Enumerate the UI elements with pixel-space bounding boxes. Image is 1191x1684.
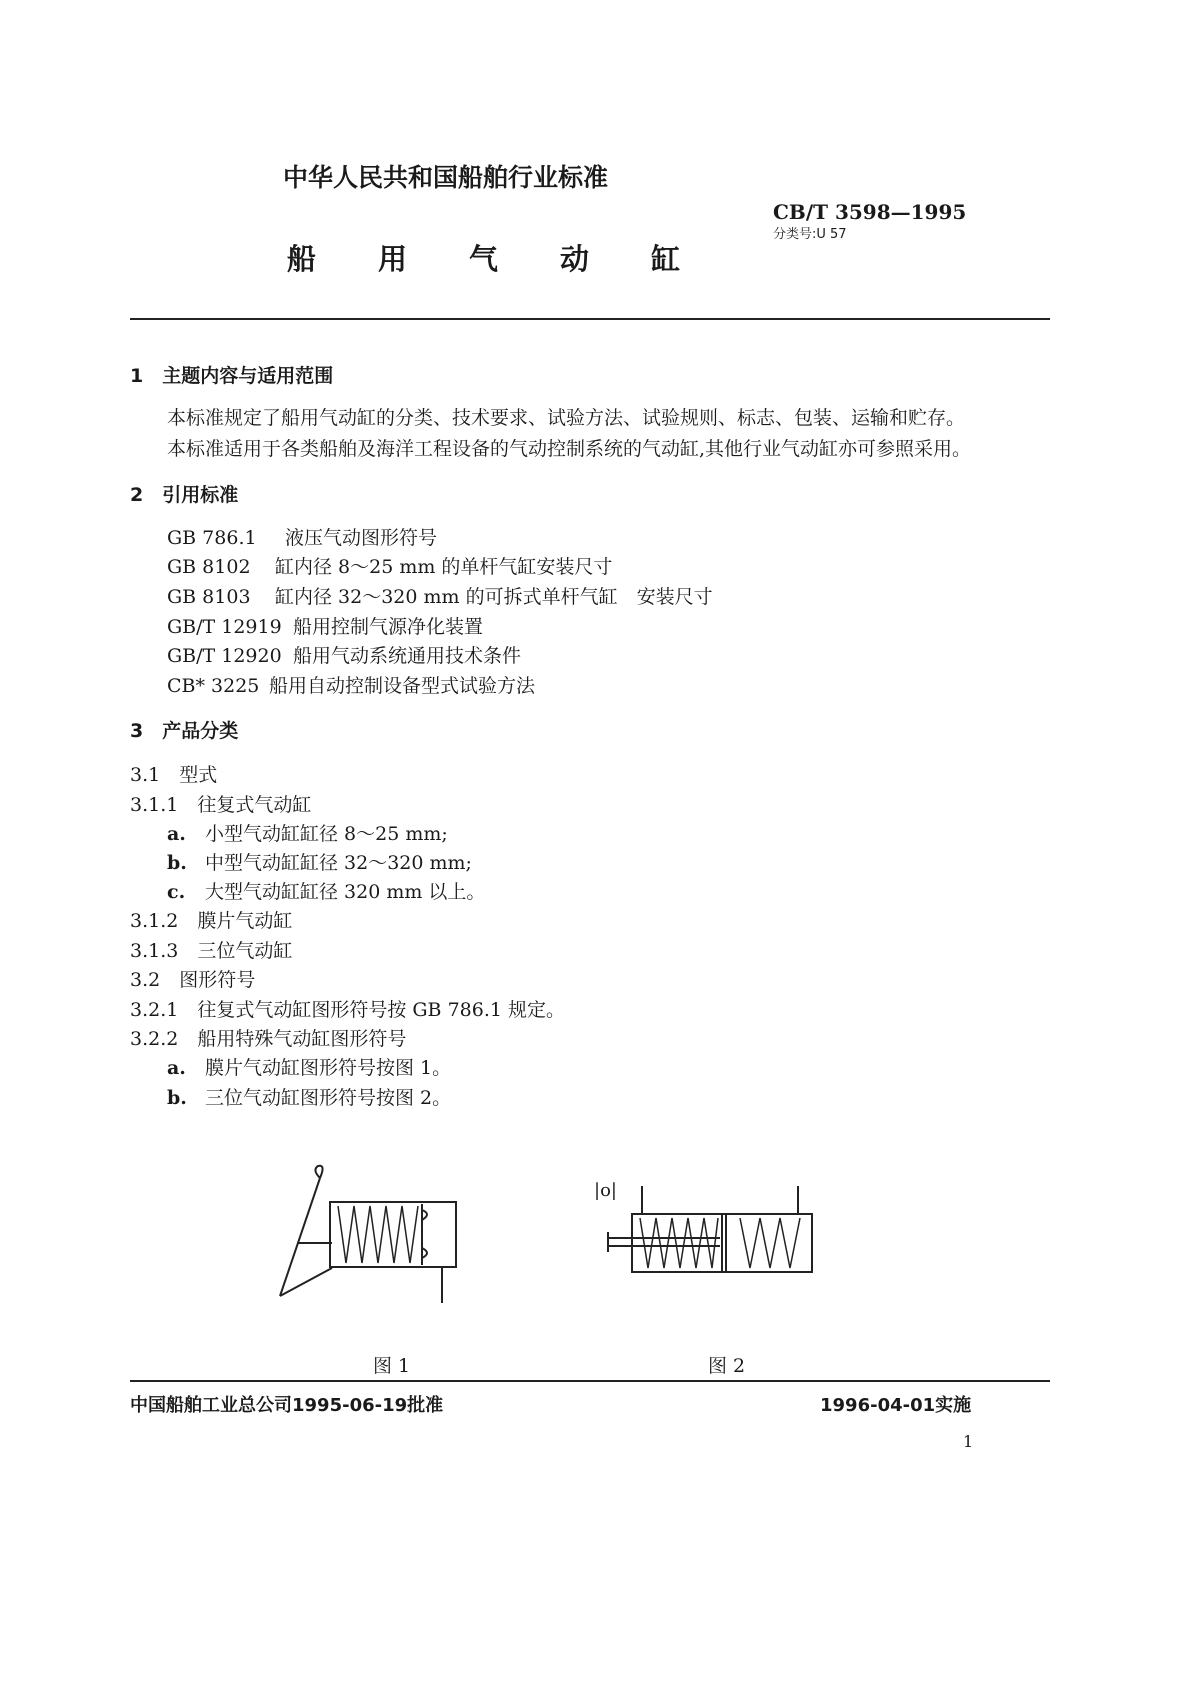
reference-item bbox=[167, 641, 521, 668]
clause-3-2-1: 3.2.1 往复式气动缸图形符号按 GB 786.1 规定。 bbox=[130, 999, 565, 1021]
list-item bbox=[167, 877, 485, 904]
classification-number: 分类号:U 57 bbox=[773, 227, 847, 242]
fig2-left-spring bbox=[640, 1218, 718, 1268]
fig1-spring bbox=[338, 1206, 418, 1263]
reference-code: GB 8102 bbox=[167, 556, 251, 578]
list-item bbox=[167, 848, 472, 875]
reference-item bbox=[167, 671, 535, 698]
title-char: 用 bbox=[378, 242, 408, 276]
reference-code: GB/T 12920 bbox=[167, 645, 282, 667]
section-1-paragraph: 本标准适用于各类船舶及海洋工程设备的气动控制系统的气动缸,其他行业气动缸亦可参照采用。 bbox=[167, 438, 972, 460]
list-label: a. bbox=[167, 823, 186, 845]
clause-3-1-2: 3.1.2 膜片气动缸 bbox=[130, 910, 293, 932]
reference-item bbox=[167, 552, 612, 579]
clause-3-1: 3.1 型式 bbox=[130, 764, 218, 786]
reference-title: 船用气动系统通用技术条件 bbox=[293, 645, 522, 667]
clause-3-2: 3.2 图形符号 bbox=[130, 969, 256, 991]
section-3-heading: 3 产品分类 bbox=[130, 720, 239, 742]
list-item bbox=[167, 1083, 451, 1110]
fig1-lever-hook bbox=[315, 1166, 322, 1178]
list-item bbox=[167, 1053, 451, 1080]
fig2-position-indicator: |o| bbox=[594, 1180, 617, 1201]
fig2-right-spring bbox=[740, 1218, 800, 1268]
section-1-paragraph: 本标准规定了船用气动缸的分类、技术要求、试验方法、试验规则、标志、包装、运输和贮存。 bbox=[167, 407, 966, 429]
reference-title: 液压气动图形符号 bbox=[285, 527, 438, 549]
reference-title: 船用自动控制设备型式试验方法 bbox=[269, 675, 536, 697]
list-label: b. bbox=[167, 1087, 187, 1109]
reference-code: GB/T 12919 bbox=[167, 616, 282, 638]
clause-3-1-1: 3.1.1 往复式气动缸 bbox=[130, 794, 312, 816]
footer-divider bbox=[130, 1380, 1050, 1382]
figure-1-caption: 图 1 bbox=[373, 1355, 411, 1377]
list-item bbox=[167, 819, 448, 846]
title-char: 缸 bbox=[651, 242, 681, 276]
reference-item bbox=[167, 582, 713, 609]
page-number: 1 bbox=[963, 1432, 974, 1451]
title-char: 动 bbox=[560, 242, 590, 276]
list-label: c. bbox=[167, 881, 186, 903]
reference-code: GB 786.1 bbox=[167, 527, 257, 549]
title-char: 气 bbox=[469, 242, 499, 276]
standard-code: CB/T 3598—1995 bbox=[773, 200, 967, 224]
list-label: a. bbox=[167, 1057, 186, 1079]
reference-item bbox=[167, 523, 437, 550]
reference-code: CB* 3225 bbox=[167, 675, 260, 697]
clause-3-2-2: 3.2.2 船用特殊气动缸图形符号 bbox=[130, 1028, 407, 1050]
figure-2-caption: 图 2 bbox=[708, 1355, 746, 1377]
reference-title: 缸内径 8～25 mm 的单杆气缸安装尺寸 bbox=[275, 556, 613, 578]
reference-item bbox=[167, 612, 483, 639]
list-text: 小型气动缸缸径 8～25 mm; bbox=[205, 823, 448, 845]
figure-1-diaphragm-cylinder-symbol bbox=[270, 1158, 470, 1308]
reference-title: 缸内径 32～320 mm 的可拆式单杆气缸 安装尺寸 bbox=[275, 586, 713, 608]
list-text: 中型气动缸缸径 32～320 mm; bbox=[205, 852, 472, 874]
header-divider bbox=[130, 318, 1050, 320]
standard-header: 中华人民共和国船舶行业标准 bbox=[283, 163, 609, 192]
list-text: 大型气动缸缸径 320 mm 以上。 bbox=[205, 881, 486, 903]
list-label: b. bbox=[167, 852, 187, 874]
figure-2-three-position-cylinder-symbol bbox=[600, 1178, 825, 1278]
implementation-date: 1996-04-01实施 bbox=[820, 1395, 972, 1416]
section-1-heading: 1 主题内容与适用范围 bbox=[130, 365, 334, 387]
clause-3-1-3: 3.1.3 三位气动缸 bbox=[130, 940, 293, 962]
approval-line: 中国船舶工业总公司1995-06-19批准 bbox=[130, 1395, 444, 1416]
section-2-heading: 2 引用标准 bbox=[130, 484, 239, 506]
reference-code: GB 8103 bbox=[167, 586, 251, 608]
title-char: 船 bbox=[287, 242, 317, 276]
reference-title: 船用控制气源净化装置 bbox=[293, 616, 484, 638]
document-title bbox=[287, 237, 680, 278]
list-text: 三位气动缸图形符号按图 2。 bbox=[205, 1087, 452, 1109]
list-text: 膜片气动缸图形符号按图 1。 bbox=[205, 1057, 452, 1079]
